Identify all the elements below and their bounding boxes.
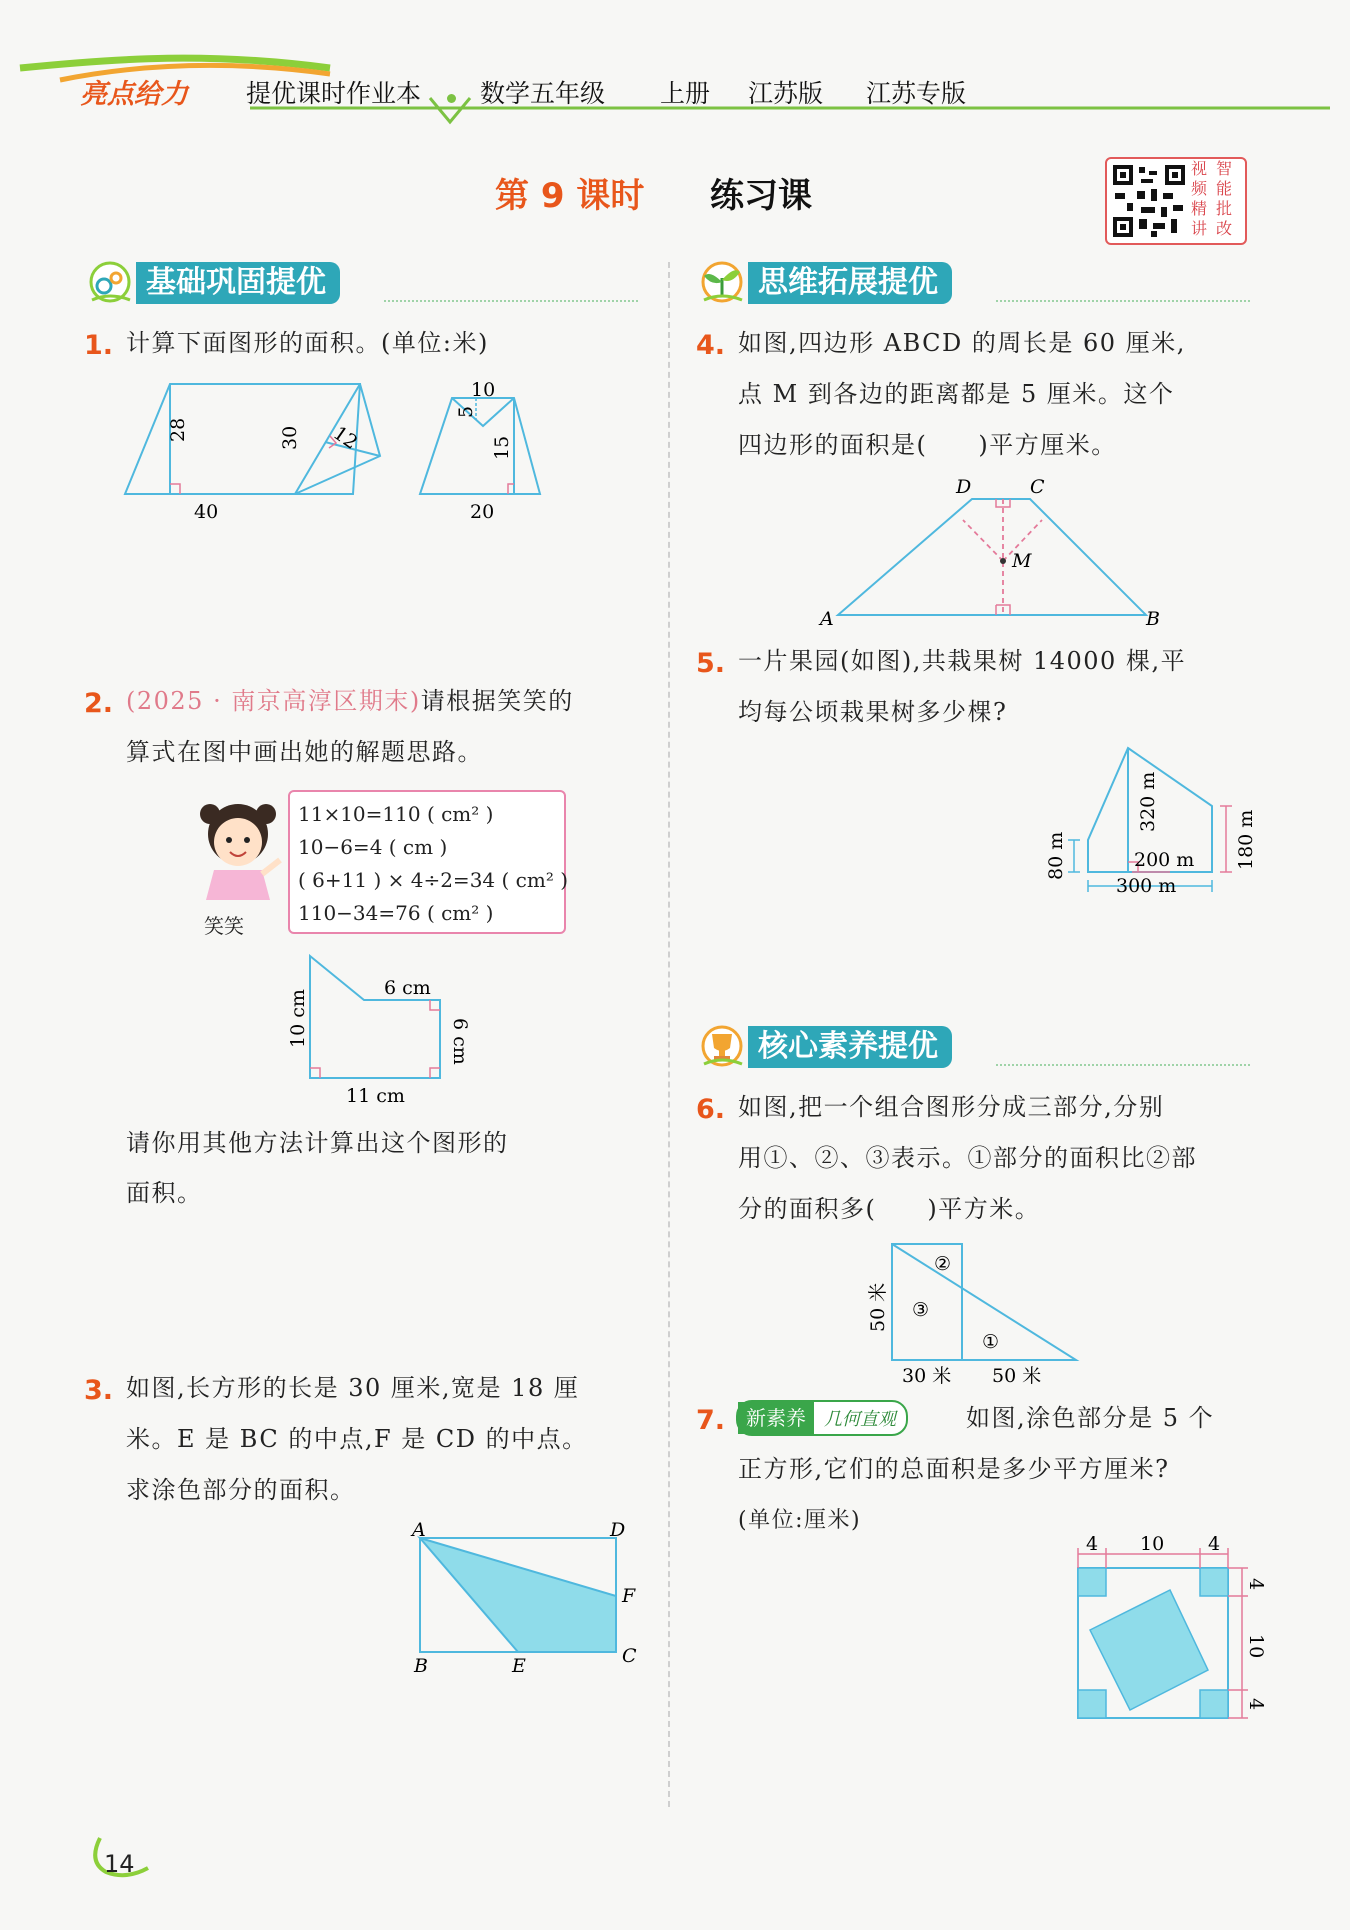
question-text: 如图,长方形的长是 30 厘米,宽是 18 厘 xyxy=(126,1374,580,1402)
vertex-label: C xyxy=(622,1645,637,1667)
question-text: 如图,四边形 ABCD 的周长是 60 厘米, xyxy=(738,329,1186,357)
question-text: (单位:厘米) xyxy=(738,1508,862,1533)
qr-label: 改 xyxy=(1216,219,1233,238)
vertex-label: D xyxy=(956,476,972,498)
question-text: 请根据笑笑的 xyxy=(420,687,574,715)
pentagon-figure xyxy=(272,950,502,1110)
label-180m: 180 m xyxy=(1235,809,1257,870)
subject-label: 数学五年级 xyxy=(480,79,606,108)
qr-label: 能 xyxy=(1216,179,1233,198)
question-text: 请你用其他方法计算出这个图形的 xyxy=(126,1129,509,1157)
question-number: 6. xyxy=(696,1094,726,1125)
section-rule xyxy=(996,300,1250,302)
squares-figure xyxy=(1060,1533,1267,1738)
composite-figure xyxy=(858,1240,1098,1390)
label-10cm: 10 cm xyxy=(287,989,309,1048)
vertex-label: A xyxy=(412,1519,426,1541)
rectangle-figure xyxy=(400,1520,640,1680)
question-text: 如图,涂色部分是 5 个 xyxy=(966,1404,1215,1432)
qr-label: 视 xyxy=(1191,159,1208,178)
edition-label: 江苏版 xyxy=(748,79,824,108)
column-divider xyxy=(668,262,670,1807)
volume-label: 上册 xyxy=(660,79,711,108)
qr-label: 批 xyxy=(1216,199,1233,218)
label-20: 20 xyxy=(470,501,495,523)
lesson-number: 第 9 课时 xyxy=(495,176,645,216)
tag-geometry: 几何直观 xyxy=(824,1409,896,1430)
qr-code-icon xyxy=(1111,163,1187,239)
question-number: 3. xyxy=(84,1375,114,1406)
section-rule xyxy=(384,300,638,302)
qr-box[interactable] xyxy=(1105,157,1247,245)
formula-bubble xyxy=(288,790,566,934)
formula-line: ( 6+11 ) × 4÷2=34 ( cm² ) xyxy=(298,868,568,892)
vertex-label: F xyxy=(622,1585,636,1607)
region-label: ③ xyxy=(912,1299,930,1321)
girl-avatar-icon xyxy=(192,790,288,920)
question-source: (2025 · 南京高淳区期末) xyxy=(126,687,421,715)
vertex-label: A xyxy=(820,608,834,630)
section-thinking-title: 思维拓展提优 xyxy=(748,262,952,304)
label-80m: 80 m xyxy=(1045,831,1067,880)
question-text: 面积。 xyxy=(126,1179,203,1207)
question-text: 如图,把一个组合图形分成三部分,分别 xyxy=(738,1093,1165,1121)
qr-label: 讲 xyxy=(1191,219,1208,238)
question-number: 7. xyxy=(696,1405,726,1436)
trophy-icon xyxy=(696,1020,750,1068)
dim-top-left: 4 xyxy=(1086,1533,1099,1555)
dim-side-mid: 10 xyxy=(1245,1634,1267,1659)
dim-top-right: 4 xyxy=(1208,1533,1221,1555)
vertex-label: M xyxy=(1012,550,1032,572)
question-text: 一片果园(如图),共栽果树 14000 棵,平 xyxy=(738,647,1187,675)
lesson-title: 练习课 xyxy=(710,176,812,216)
label-10: 10 xyxy=(471,379,496,401)
girl-name: 笑笑 xyxy=(204,914,244,938)
label-30m: 30 米 xyxy=(902,1365,952,1387)
question-text: 用①、②、③表示。①部分的面积比②部 xyxy=(738,1144,1197,1172)
section-core-title: 核心素养提优 xyxy=(748,1026,952,1068)
formula-line: 10−6=4 ( cm ) xyxy=(298,835,448,859)
special-label: 江苏专版 xyxy=(866,79,967,108)
question-text: 均每公顷栽果树多少棵? xyxy=(738,698,1008,726)
question-number: 5. xyxy=(696,648,726,679)
label-50m-side: 50 米 xyxy=(867,1282,889,1332)
vertex-label: B xyxy=(1146,608,1160,630)
label-40: 40 xyxy=(194,501,219,523)
vertex-label: B xyxy=(414,1655,428,1677)
vertex-label: D xyxy=(610,1519,626,1541)
question-text: 四边形的面积是( )平方厘米。 xyxy=(738,431,1117,459)
dim-side-top: 4 xyxy=(1245,1578,1267,1591)
qr-label: 精 xyxy=(1191,199,1208,218)
trapezoid-figure xyxy=(110,378,380,523)
formula-line: 110−34=76 ( cm² ) xyxy=(298,901,494,925)
competency-tag xyxy=(736,1400,908,1436)
tag-new: 新素养 xyxy=(738,1402,814,1434)
qr-label: 频 xyxy=(1191,179,1208,198)
label-50m-bottom: 50 米 xyxy=(992,1365,1042,1387)
label-12: 12 xyxy=(329,422,362,454)
question-text: 点 M 到各边的距离都是 5 厘米。这个 xyxy=(738,380,1175,408)
question-text: 正方形,它们的总面积是多少平方厘米? xyxy=(738,1455,1170,1483)
qr-label: 智 xyxy=(1216,159,1233,178)
question-text: 算式在图中画出她的解题思路。 xyxy=(126,738,483,766)
label-15: 15 xyxy=(491,435,513,460)
question-text: 计算下面图形的面积。(单位:米) xyxy=(126,329,489,357)
label-320m: 320 m xyxy=(1137,771,1159,832)
question-number: 2. xyxy=(84,688,114,719)
cut-trapezoid-figure xyxy=(412,378,562,523)
page-number: 14 xyxy=(104,1850,135,1878)
question-number: 1. xyxy=(84,330,114,361)
region-label: ② xyxy=(934,1253,952,1275)
dim-side-bottom: 4 xyxy=(1245,1698,1267,1711)
section-rule xyxy=(996,1064,1250,1066)
label-11cm: 11 cm xyxy=(346,1085,405,1107)
vertex-label: C xyxy=(1030,476,1045,498)
label-6cm-top: 6 cm xyxy=(384,977,431,999)
gear-flower-icon xyxy=(84,256,138,304)
label-28: 28 xyxy=(167,417,189,442)
brand-logo: 亮点给力 xyxy=(80,79,188,110)
quadrilateral-figure xyxy=(820,475,1170,635)
question-text: 米。E 是 BC 的中点,F 是 CD 的中点。 xyxy=(126,1425,588,1453)
vertex-label: E xyxy=(512,1655,526,1677)
section-basic-title: 基础巩固提优 xyxy=(136,262,340,304)
dim-top-mid: 10 xyxy=(1140,1533,1165,1555)
label-300m: 300 m xyxy=(1116,875,1177,897)
orchard-figure xyxy=(1040,740,1260,910)
label-30: 30 xyxy=(279,425,301,450)
label-5: 5 xyxy=(455,405,477,418)
header-dot xyxy=(447,94,456,103)
sprout-icon xyxy=(696,256,750,304)
label-200m: 200 m xyxy=(1134,849,1195,871)
label-6cm-side: 6 cm xyxy=(449,1018,471,1065)
region-label: ① xyxy=(982,1331,1000,1353)
question-number: 4. xyxy=(696,330,726,361)
series-name: 提优课时作业本 xyxy=(246,79,422,108)
question-text: 求涂色部分的面积。 xyxy=(126,1476,356,1504)
question-text: 分的面积多( )平方米。 xyxy=(738,1195,1041,1223)
formula-line: 11×10=110 ( cm² ) xyxy=(298,802,494,826)
